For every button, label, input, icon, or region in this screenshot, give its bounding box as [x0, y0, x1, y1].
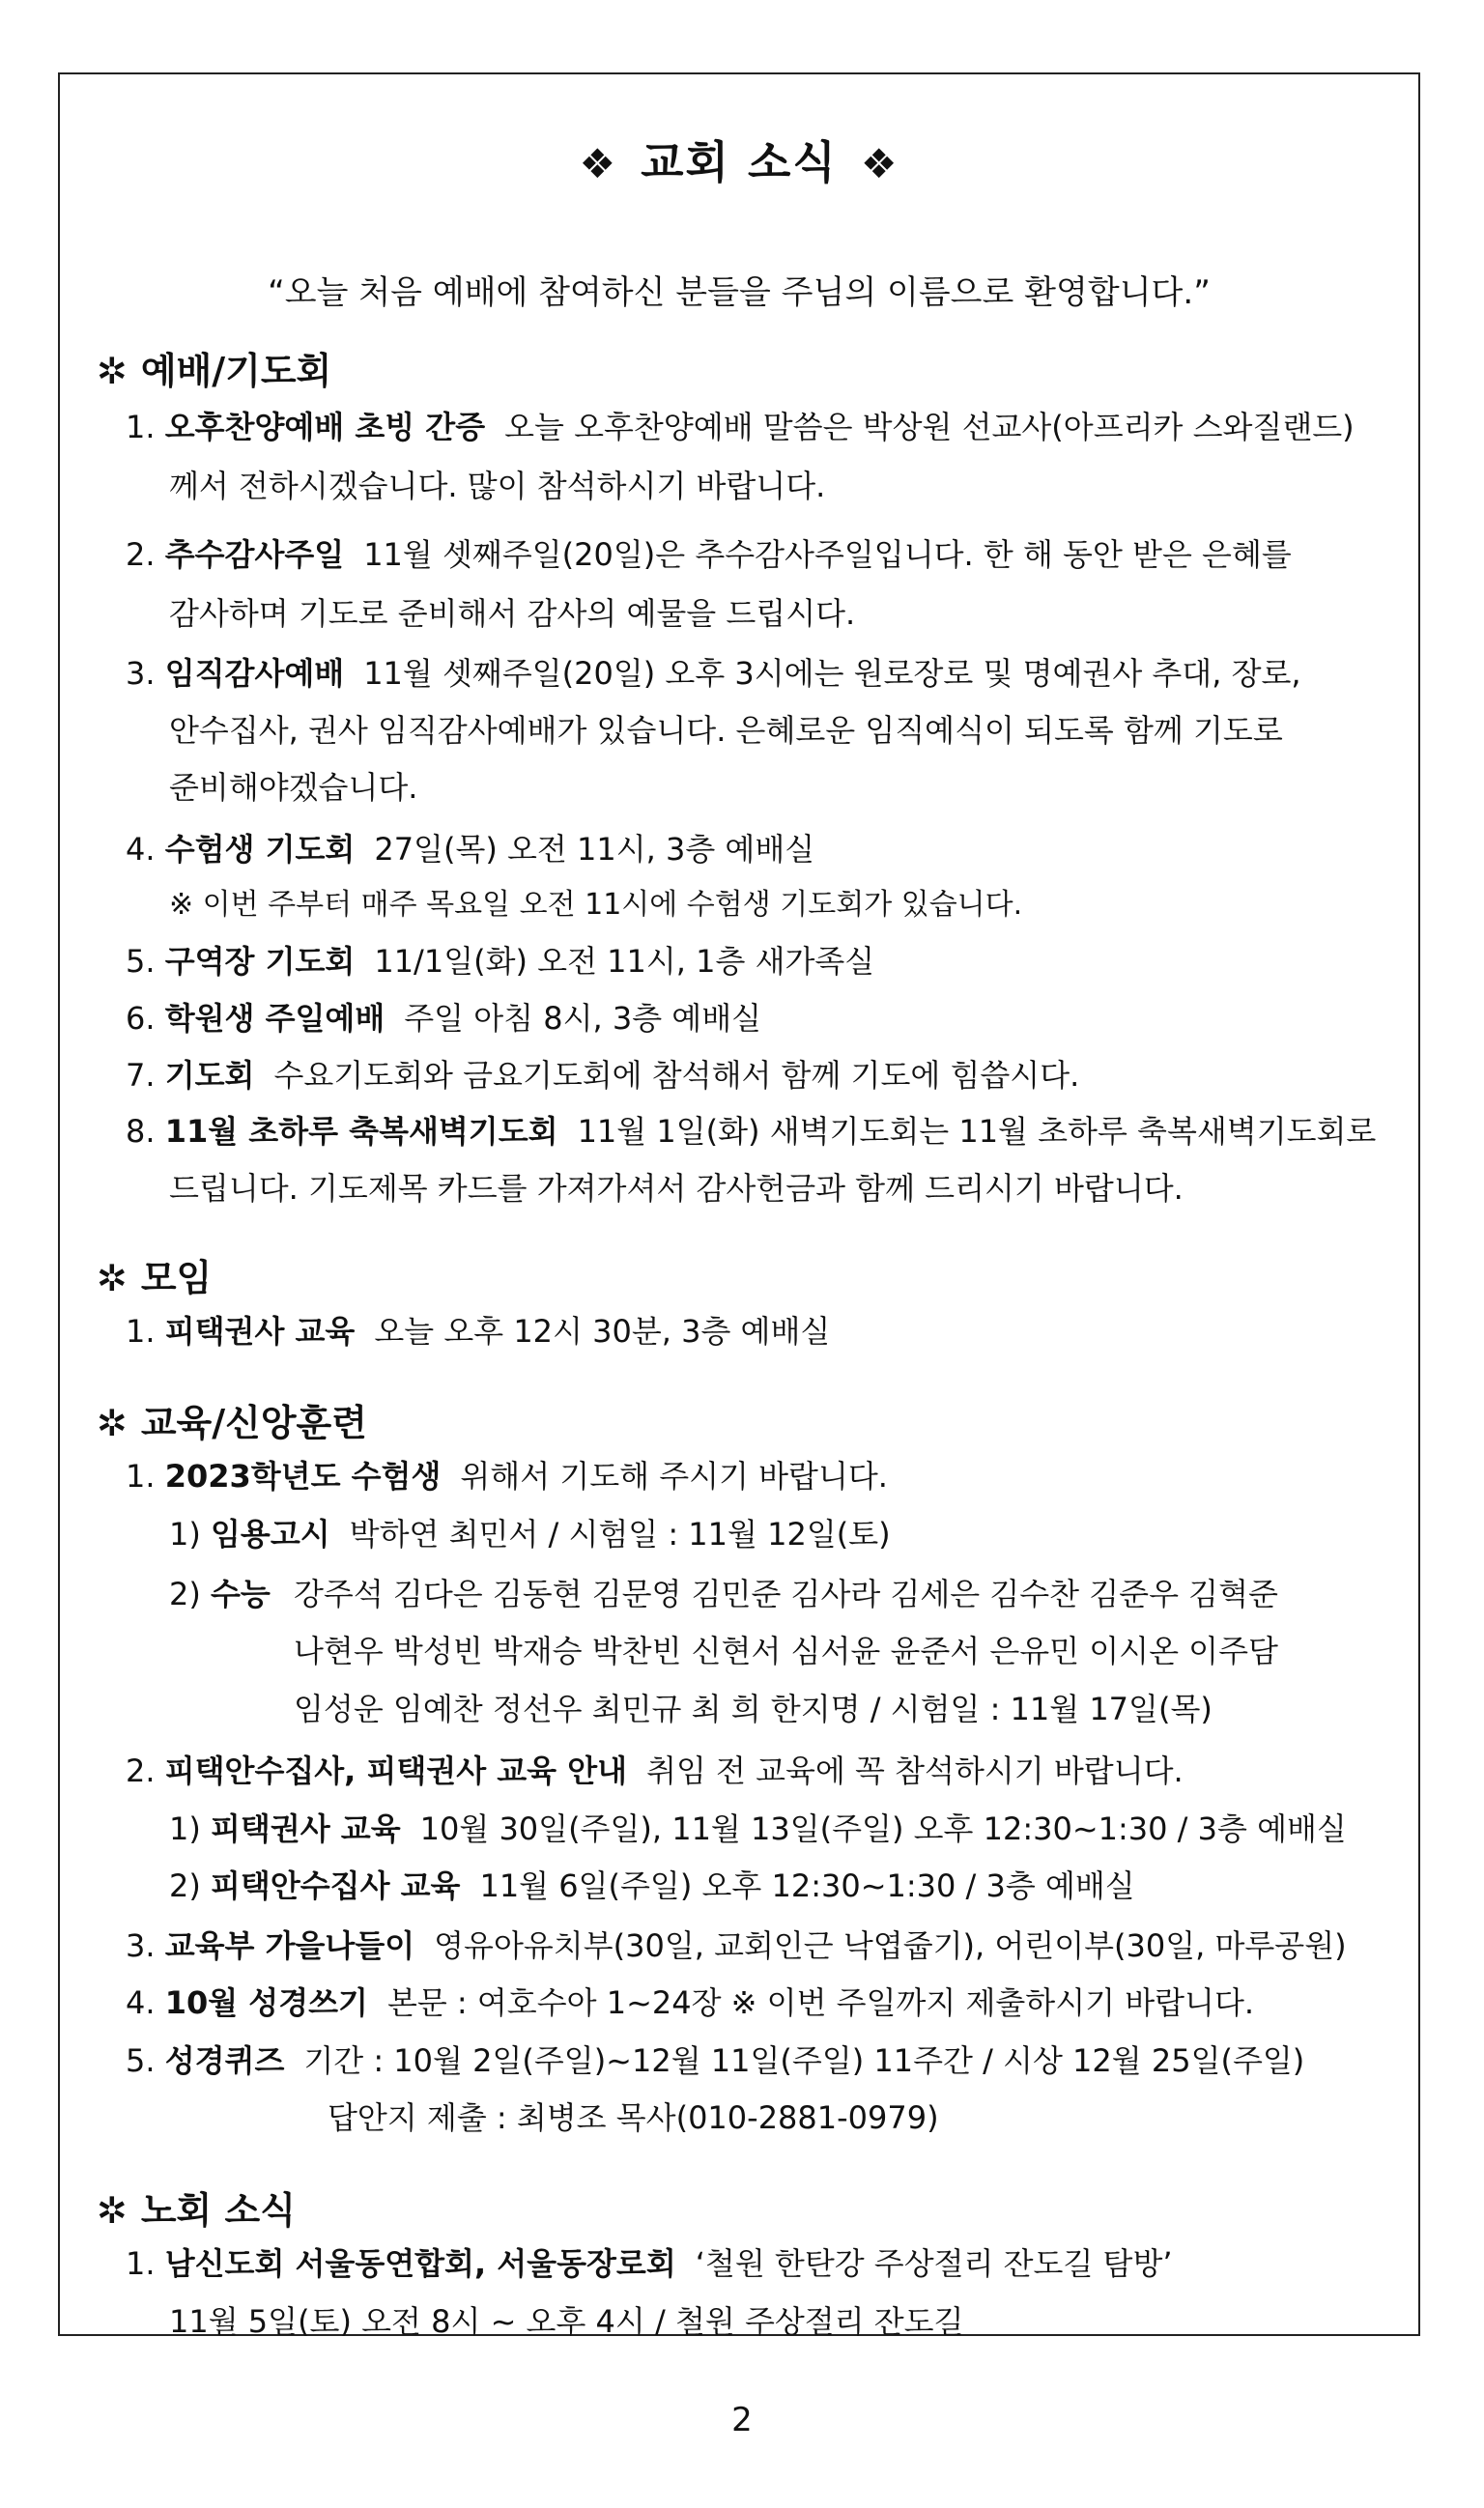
name-list-row: 나현우 박성빈 박재승 박찬빈 신현서 심서윤 윤준서 은유민 이시온 이주담: [294, 1633, 1278, 1669]
bulletin-frame: [58, 72, 1420, 2340]
diamond-ornament-icon: ❖: [860, 140, 899, 187]
list-item: 5. 구역장 기도회 11/1일(화) 오전 11시, 1층 새가족실: [126, 943, 875, 980]
flower-bullet-icon: ✲: [97, 1257, 128, 1299]
section-heading-meeting: ✲ 모임: [97, 1257, 213, 1299]
list-item: 5. 성경퀴즈 기간 : 10월 2일(주일)~12월 11일(주일) 11주간 / 시상 12월 25일(주일): [126, 2042, 1305, 2079]
name-list-row: 강주석 김다은 김동현 김문영 김민준 김사라 김세은 김수찬 김준우 김혁준: [294, 1576, 1278, 1612]
welcome-message: “오늘 처음 예배에 참여하신 분들을 주님의 이름으로 환영합니다.”: [268, 273, 1211, 312]
list-item: 8. 11월 초하루 축복새벽기도회 11월 1일(화) 새벽기도회는 11월 초하루 축복새벽기도회로: [126, 1113, 1377, 1150]
list-item: 6. 학원생 주일예배 주일 아침 8시, 3층 예배실: [126, 1000, 762, 1037]
list-item: 1. 남신도회 서울동연합회, 서울동장로회 ‘철원 한탄강 주상절리 잔도길 탐방’: [126, 2245, 1173, 2282]
list-item-continuation: 준비해야겠습니다.: [169, 769, 418, 806]
section-heading-elders: ✲ 노회 소식: [97, 2189, 296, 2232]
section-heading-worship: ✲ 예배/기도회: [97, 350, 332, 392]
flower-bullet-icon: ✲: [97, 2189, 128, 2232]
page-number: 2: [731, 2401, 753, 2439]
list-item-continuation: 드립니다. 기도제목 카드를 가져가셔서 감사헌금과 함께 드리시기 바랍니다.: [169, 1170, 1184, 1207]
list-item: 4. 수험생 기도회 27일(목) 오전 11시, 3층 예배실: [126, 831, 815, 868]
list-item-continuation: 께서 전하시겠습니다. 많이 참석하시기 바랍니다.: [169, 468, 826, 504]
list-item: 4. 10월 성경쓰기 본문 : 여호수아 1~24장 ※ 이번 주일까지 제출하시기 바랍니다.: [126, 1984, 1255, 2021]
list-item-continuation: 11월 5일(토) 오전 8시 ~ 오후 4시 / 철원 주상절리 잔도길: [169, 2303, 964, 2340]
page-title: [60, 128, 1418, 191]
sub-list-item: 1) 임용고시 박하연 최민서 / 시험일 : 11월 12일(토): [169, 1516, 891, 1553]
list-item-note: ※ 이번 주부터 매주 목요일 오전 11시에 수험생 기도회가 있습니다.: [169, 888, 1023, 922]
list-item: 2. 피택안수집사, 피택권사 교육 안내 취임 전 교육에 꼭 참석하시기 바랍니다.: [126, 1753, 1184, 1789]
sub-list-item: 2) 수능: [169, 1576, 271, 1612]
list-item-continuation: 감사하며 기도로 준비해서 감사의 예물을 드립시다.: [169, 595, 856, 632]
list-item-continuation: 답안지 제출 : 최병조 목사(010-2881-0979): [328, 2099, 939, 2136]
sub-list-item: 1) 피택권사 교육 10월 30일(주일), 11월 13일(주일) 오후 12:30~1:30 / 3층 예배실: [169, 1810, 1347, 1847]
diamond-ornament-icon: ❖: [579, 140, 618, 187]
title-text: 교회 소식: [641, 136, 838, 188]
name-list-row: 임성운 임예찬 정선우 최민규 최 희 한지명 / 시험일 : 11월 17일(목): [294, 1691, 1213, 1727]
list-item: 1. 2023학년도 수험생 위해서 기도해 주시기 바랍니다.: [126, 1458, 888, 1495]
list-item-continuation: 안수집사, 권사 임직감사예배가 있습니다. 은혜로운 임직예식이 되도록 함께 기도로: [169, 712, 1283, 749]
list-item: 7. 기도회 수요기도회와 금요기도회에 참석해서 함께 기도에 힘씁시다.: [126, 1057, 1080, 1094]
list-item: 3. 임직감사예배 11월 셋째주일(20일) 오후 3시에는 원로장로 및 명예권사 추대, 장로,: [126, 655, 1301, 692]
list-item: 2. 추수감사주일 11월 셋째주일(20일)은 추수감사주일입니다. 한 해 동안 받은 은혜를: [126, 536, 1292, 573]
flower-bullet-icon: ✲: [97, 350, 128, 392]
list-item: 3. 교육부 가을나들이 영유아유치부(30일, 교회인근 낙엽줍기), 어린이부(30일, 마루공원): [126, 1927, 1347, 1964]
sub-list-item: 2) 피택안수집사 교육 11월 6일(주일) 오후 12:30~1:30 / 3층 예배실: [169, 1867, 1135, 1904]
flower-bullet-icon: ✲: [97, 1402, 128, 1444]
list-item: 1. 오후찬양예배 초빙 간증 오늘 오후찬양예배 말씀은 박상원 선교사(아프리카 스와질랜드): [126, 409, 1355, 445]
section-heading-education: ✲ 교육/신앙훈련: [97, 1402, 367, 1444]
list-item: 1. 피택권사 교육 오늘 오후 12시 30분, 3층 예배실: [126, 1313, 831, 1350]
